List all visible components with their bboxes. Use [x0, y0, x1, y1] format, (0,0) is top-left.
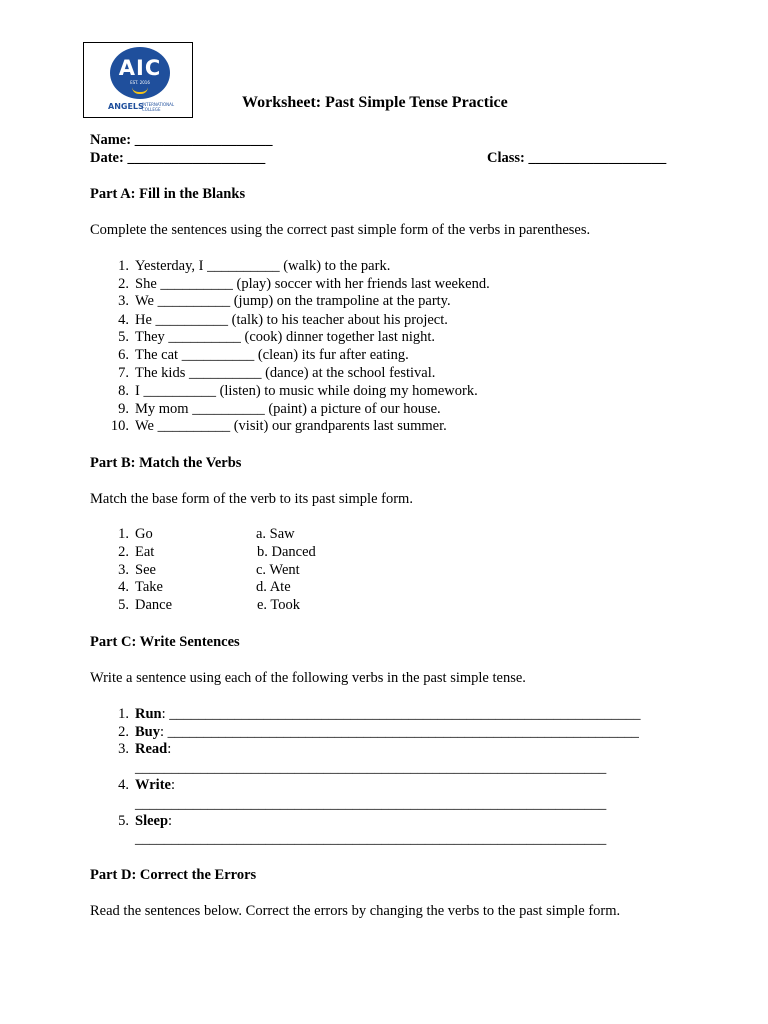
list-item[interactable]: 3. Read: [118, 741, 172, 757]
part-a-instructions: Complete the sentences using the correct past simple form of the verbs in parentheses. [90, 222, 591, 238]
logo-acronym: AIC [118, 56, 162, 80]
list-item: 2. She __________ (play) soccer with her friends last weekend. [118, 276, 490, 292]
list-item: 3. We __________ (jump) on the trampoline at the party. [118, 293, 451, 309]
list-item: 10. We __________ (visit) our grandparents last summer. [110, 418, 447, 434]
date-field[interactable]: Date: ___________________ [90, 150, 266, 166]
logo-smile-icon [132, 87, 148, 94]
match-option: a. Saw [256, 526, 295, 542]
part-c-heading: Part C: Write Sentences [90, 634, 240, 650]
list-item: 4. Take [118, 579, 163, 595]
logo-emblem [110, 47, 170, 99]
match-option: d. Ate [256, 579, 291, 595]
list-item: 9. My mom __________ (paint) a picture of our house. [118, 401, 441, 417]
name-field[interactable]: Name: ___________________ [90, 132, 273, 148]
part-c-instructions: Write a sentence using each of the following verbs in the past simple tense. [90, 670, 526, 686]
part-b-heading: Part B: Match the Verbs [90, 455, 242, 471]
part-d-instructions: Read the sentences below. Correct the errors by changing the verbs to the past simple form. [90, 903, 621, 919]
list-item[interactable]: 4. Write: [118, 777, 175, 793]
list-item: 4. He __________ (talk) to his teacher about his project. [118, 312, 448, 328]
list-item: 2. Eat [118, 544, 155, 560]
list-item: 8. I __________ (listen) to music while doing my homework. [118, 383, 478, 399]
answer-line[interactable]: _________________________________________________________________ [135, 831, 607, 847]
list-item: 1. Yesterday, I __________ (walk) to the park. [118, 258, 391, 274]
list-item: 1. Go [118, 526, 153, 542]
logo-name: ANGELS [108, 102, 144, 111]
list-item[interactable]: 5. Sleep: [118, 813, 173, 829]
match-option: b. Danced [257, 544, 316, 560]
list-item: 3. See [118, 562, 156, 578]
page-title: Worksheet: Past Simple Tense Practice [242, 94, 508, 111]
match-option: c. Went [256, 562, 300, 578]
class-field[interactable]: Class: ___________________ [487, 150, 667, 166]
list-item[interactable]: 1. Run: _________________________________________________________________ [118, 706, 641, 722]
match-option: e. Took [257, 597, 301, 613]
logo-subtitle: INTERNATIONAL COLLEGE [142, 102, 175, 112]
list-item[interactable]: 2. Buy: _________________________________________________________________ [118, 724, 639, 740]
part-d-heading: Part D: Correct the Errors [90, 867, 257, 883]
answer-line[interactable]: _________________________________________________________________ [135, 760, 607, 776]
list-item: 5. Dance [118, 597, 173, 613]
part-a-heading: Part A: Fill in the Blanks [90, 186, 246, 202]
part-b-instructions: Match the base form of the verb to its past simple form. [90, 491, 413, 507]
logo-est: EST. 2016 [130, 80, 150, 85]
list-item: 6. The cat __________ (clean) its fur after eating. [118, 347, 409, 363]
list-item: 5. They __________ (cook) dinner together last night. [118, 329, 436, 345]
school-logo [83, 42, 193, 118]
answer-line[interactable]: _________________________________________________________________ [135, 796, 607, 812]
list-item: 7. The kids __________ (dance) at the school festival. [118, 365, 436, 381]
